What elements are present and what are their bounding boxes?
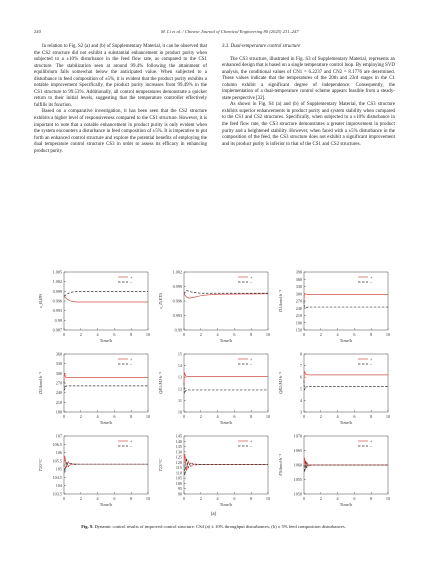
x-tick-label: 8 [370,414,373,419]
x-tick-label: 0 [302,414,306,419]
series-line-plus [64,296,148,302]
x-tick-label: 2 [79,414,82,419]
x-tick-label: 2 [319,414,322,419]
caption-text: Dynamic control results of improved control structure. CS4 (a) ± 10% throughput disturbances; (b) ± 5% feed composition disturbances. [93,524,346,529]
x-tick-label: 6 [233,414,236,419]
y-tick-label: 150 [295,327,302,333]
y-tick-label: 240 [55,390,62,396]
x-tick-label: 4 [96,414,99,419]
series-line-plus [64,373,148,381]
x-axis-label: Time/h [339,338,353,343]
x-tick-label: 0 [182,332,186,337]
y-tick-label: 12 [177,386,182,392]
x-tick-label: 8 [250,496,253,501]
y-tick-label: 130 [175,449,182,455]
y-tick-label: 106.5 [52,441,62,447]
x-tick-label: 0 [302,332,306,337]
y-tick-label: 6 [299,374,302,380]
legend-label: − [370,443,373,449]
y-tick-label: 105 [175,475,182,481]
y-tick-label: 0.993 [172,313,182,318]
x-tick-label: 8 [370,496,373,501]
series-line-plus [184,454,268,471]
plot-frame [304,272,388,330]
x-axis-label: Time/h [99,338,113,343]
x-tick-label: 8 [130,414,133,419]
y-tick-label: 103.5 [52,491,62,497]
page-number: 240 [34,29,41,34]
legend-label: + [130,356,133,362]
y-tick-label: 1.005 [52,269,62,275]
y-tick-label: 104 [55,483,62,489]
series-line-plus [304,458,388,470]
y-axis-label: T20/°C [38,458,43,472]
plot-frame [184,354,268,412]
y-tick-label: 270 [295,298,302,304]
y-tick-label: 180 [55,409,62,415]
x-tick-label: 2 [199,332,202,337]
y-tick-label: 15 [177,351,182,357]
plot-frame [184,272,268,330]
y-tick-label: 104.5 [52,474,62,480]
y-tick-label: 106 [55,450,62,456]
y-tick-label: 3 [299,409,302,415]
y-tick-label: 300 [55,370,62,376]
chart-panel-9 [278,434,390,508]
series-line-minus [184,383,268,393]
right-column [222,44,395,148]
right-paragraph-2: As shown in Fig. S4 (a) and (b) of Supplementary Material, the CS3 structure exhibits superior enhancements in product purity and system stability when compared to the CS1 and CS2 structures. Specifically, when subjected to a ±10% disturbance in the feed flow rate, the CS3 structure demonstrates a greater improvement in product purity and a heightened stability. However, when faced with a ±5% disturbance in the composition of the feed, the CS3 structure does not exhibit a significant improvement and its product purity is inferior to that of the CS1 and CS2 structures. [222,102,395,147]
chart-panel-6 [278,352,390,426]
x-tick-label: 8 [130,332,133,337]
chart-panel-4 [38,352,150,426]
y-tick-label: 0.996 [172,298,182,304]
y-tick-label: 300 [295,291,302,297]
page-header [34,29,393,34]
x-tick-label: 0 [182,496,186,501]
chart-panel-1 [38,270,150,344]
x-tick-label: 8 [130,496,133,501]
series-line-plus [184,294,268,298]
y-tick-label: 1065 [293,448,302,453]
y-tick-label: 105 [55,466,62,472]
legend-label: + [250,274,253,280]
x-tick-label: 4 [96,332,99,337]
series-line-minus [304,301,388,308]
legend-label: − [370,361,373,367]
y-tick-label: 360 [55,351,62,357]
left-column [34,44,207,155]
y-axis-label: T23/°C [158,458,163,472]
x-tick-label: 0 [62,332,66,337]
series-line-minus [64,462,148,473]
x-tick-label: 10 [265,332,271,337]
y-axis-label: D1/kmol·h⁻¹ [278,289,283,313]
y-tick-label: 4 [299,397,302,403]
x-axis-label: Time/h [219,420,233,425]
x-tick-label: 10 [145,332,151,337]
series-line-plus [304,371,388,380]
figure-grid [34,266,394,516]
y-tick-label: 125 [175,454,182,460]
plot-frame [64,272,148,330]
y-tick-label: 0.999 [172,284,182,289]
x-axis-label: Time/h [339,502,353,507]
y-tick-label: 13 [177,374,182,380]
series-line-plus [64,456,148,468]
y-tick-label: 1070 [293,433,302,439]
y-axis-label: x_B,IPA [38,293,43,309]
journal-citation: M. Li et al. / Chinese Journal of Chemical Engineering 80 (2025) 231–247 [160,29,299,34]
y-tick-label: 1060 [293,462,302,468]
y-tick-label: 240 [295,305,302,311]
legend-label: − [130,361,133,367]
y-tick-label: 0.993 [52,308,62,314]
x-tick-label: 0 [62,496,66,501]
x-tick-label: 10 [385,496,391,501]
y-tick-label: 145 [175,433,182,439]
legend-label: − [250,443,253,449]
x-tick-label: 0 [182,414,186,419]
y-tick-label: 180 [295,320,302,326]
chart-panel-2 [158,270,270,344]
series-line-minus [64,381,148,390]
x-tick-label: 8 [250,414,253,419]
legend-label: + [130,274,133,280]
y-tick-label: 390 [295,269,302,275]
y-tick-label: 11 [177,397,182,403]
x-tick-label: 6 [113,332,116,337]
legend-label: − [250,279,253,285]
plot-frame [64,354,148,412]
y-tick-label: 270 [55,380,62,386]
legend-label: + [130,438,133,444]
chart-panel-5 [158,352,270,426]
y-tick-label: 1055 [293,477,302,482]
series-line-minus [304,461,388,473]
y-tick-label: 1.002 [52,279,62,285]
x-tick-label: 4 [216,414,219,419]
y-tick-label: 120 [175,459,182,465]
legend-label: + [370,438,373,444]
x-tick-label: 10 [265,496,271,501]
x-tick-label: 0 [62,414,66,419]
y-tick-label: 8 [299,351,302,357]
figure-svg [34,266,394,516]
x-axis-label: Time/h [99,420,113,425]
figure-sub-label: (a) [210,512,217,517]
y-tick-label: 1.002 [172,269,182,275]
figure-caption [34,524,393,529]
x-axis-label: Time/h [219,502,233,507]
y-axis-label: QR1/MJ·h⁻¹ [158,372,163,394]
x-tick-label: 4 [336,414,339,419]
x-tick-label: 6 [113,496,116,501]
x-axis-label: Time/h [339,420,353,425]
left-paragraph-1: In relation to Fig. S2 (a) and (b) of Supplementary Material, it can be observed that the CS2 structure did not exhibit a substantial enhancement in product purity when subjected to a ±10% disturbance in the feed flow rate, as compared to the CS1 structure. The stabilization seen at around 99.4% following the attainment of equilibrium falls somewhat below the anticipated value. When subjected to a disturbance in feed composition of ±5%, it is evident that the product purity exhibits a notable improvement Specifically, the product purity increases from 99.49% in the CS1 structure to 99.53%. Additionally, all control temperatures demonstrate a quicker return to their initial levels, suggesting that the temperature controller effectively fulfills its function. [34,44,207,108]
section-title: 3.3. Dual-temperature control structure [222,44,301,49]
y-tick-label: 10 [177,409,182,415]
plot-frame [64,436,148,494]
x-tick-label: 6 [353,496,356,501]
chart-panel-7 [38,434,150,508]
legend-label: + [370,356,373,362]
plot-frame [304,354,388,412]
y-tick-label: 5 [299,386,302,392]
x-tick-label: 6 [233,496,236,501]
y-axis-label: D2/kmol·h⁻¹ [38,371,43,395]
y-tick-label: 0.996 [52,298,62,304]
x-tick-label: 10 [265,414,271,419]
y-tick-label: 14 [177,363,182,369]
series-line-plus [184,373,268,383]
y-tick-label: 0.99 [174,327,182,333]
right-paragraph-1: The CS3 structure, illustrated in Fig. S3 of Supplementary Material, represents an enhanced design that is based on a single temperature control loop. By employing SVD analysis, the conditional values of CN1 = 6.2237 and CN2 = 8.1776 are determined. These values indicate that the temperatures of the 20th and 23rd stages in the C1 column exhibit a significant degree of independence. Consequently, the implementation of a dual-temperature control scheme appears feasible from a steady-state perspective [32]. [222,56,395,101]
series-line-minus [184,290,268,293]
chart-panel-3 [278,270,390,344]
x-tick-label: 10 [145,414,151,419]
x-tick-label: 8 [250,332,253,337]
legend-label: − [130,443,133,449]
y-tick-label: 107 [55,433,62,439]
series-line-minus [64,292,148,297]
x-tick-label: 6 [353,414,356,419]
y-tick-label: 0.99 [54,317,62,323]
x-axis-label: Time/h [219,338,233,343]
x-tick-label: 6 [233,332,236,337]
y-axis-label: FS/kmol·h⁻¹ [278,454,283,476]
y-tick-label: 360 [295,276,302,282]
y-tick-label: 330 [55,361,62,367]
left-paragraph-2: Based on a comparative investigation, it has been seen that the CS2 structure exhibits a higher level of responsiveness compared to the CS1 structure. However, it is important to note that a notable enhancement in product purity is only evident when the system encounters a disturbance in feed composition of ±5%. It is imperative to put forth an enhanced control structure and explore the potential benefits of employing the dual temperature control structure CS3 in order to assess its efficacy in enhancing product purity. [34,109,207,154]
series-line-minus [304,381,388,390]
y-axis-label: x_D,ETA [158,293,163,309]
legend-label: + [250,356,253,362]
x-tick-label: 2 [199,496,202,501]
y-tick-label: 210 [295,313,302,318]
legend-label: + [370,274,373,280]
y-tick-label: 1050 [293,491,302,497]
legend-label: − [130,279,133,285]
x-axis-label: Time/h [99,502,113,507]
y-axis-label: QR2/MJ·h⁻¹ [278,372,283,394]
y-tick-label: 330 [295,284,302,289]
x-tick-label: 6 [353,332,356,337]
y-tick-label: 210 [55,399,62,405]
y-tick-label: 115 [175,465,182,471]
x-tick-label: 2 [199,414,202,419]
x-tick-label: 8 [370,332,373,337]
x-tick-label: 6 [113,414,116,419]
x-tick-label: 2 [319,496,322,501]
x-tick-label: 10 [145,496,151,501]
y-tick-label: 105.5 [52,458,62,464]
x-tick-label: 10 [385,332,391,337]
y-tick-label: 0.987 [52,327,62,333]
series-line-minus [184,458,268,475]
y-tick-label: 90 [177,491,182,497]
caption-label: Fig. 9. [81,524,94,529]
y-tick-label: 100 [175,480,182,486]
x-tick-label: 4 [216,496,219,501]
x-tick-label: 0 [302,496,306,501]
chart-panel-8 [158,434,270,508]
series-line-plus [304,294,388,301]
y-tick-label: 0.999 [52,288,62,294]
y-tick-label: 7 [299,363,302,369]
legend-label: − [370,279,373,285]
x-tick-label: 10 [385,414,391,419]
x-tick-label: 2 [319,332,322,337]
y-tick-label: 140 [175,438,182,444]
y-tick-label: 110 [175,470,182,476]
y-tick-label: 95 [177,486,182,492]
legend-label: + [250,438,253,444]
x-tick-label: 2 [79,332,82,337]
x-tick-label: 4 [336,332,339,337]
x-tick-label: 2 [79,496,82,501]
y-tick-label: 135 [175,444,182,450]
legend-label: − [250,361,253,367]
x-tick-label: 4 [96,496,99,501]
x-tick-label: 4 [216,332,219,337]
x-tick-label: 4 [336,496,339,501]
